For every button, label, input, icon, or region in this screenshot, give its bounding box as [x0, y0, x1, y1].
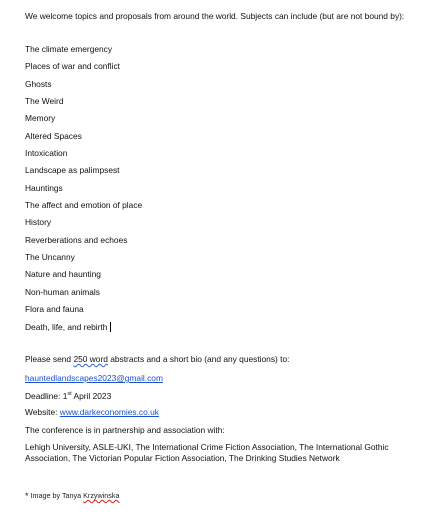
- deadline-line: [25, 391, 111, 402]
- image-credit-footnote: [25, 491, 119, 501]
- deadline-ordinal: st: [67, 391, 72, 398]
- topic-item: Flora and fauna: [25, 304, 84, 315]
- topic-item-text: Death, life, and rebirth: [25, 321, 108, 332]
- topic-item: The Weird: [25, 96, 64, 107]
- intro-paragraph: We welcome topics and proposals from around the world. Subjects can include (but are not bound by):: [25, 11, 405, 21]
- topic-item: Altered Spaces: [25, 130, 82, 141]
- topic-item: Nature and haunting: [25, 269, 101, 280]
- send-prefix: Please send: [25, 354, 74, 364]
- topic-list: [25, 44, 417, 339]
- email-link[interactable]: hauntedlandscapes2023@gmail.com: [25, 373, 163, 383]
- topic-item: Memory: [25, 113, 56, 124]
- topic-item: Places of war and conflict: [25, 61, 120, 72]
- footnote-text: Image by Tanya: [28, 491, 84, 500]
- document-body: [25, 11, 417, 463]
- topic-item: [25, 322, 417, 339]
- partnership-intro: The conference is in partnership and association with:: [25, 425, 225, 435]
- topic-item: Ghosts: [25, 78, 52, 89]
- website-label: Website:: [25, 407, 60, 417]
- topic-item: Reverberations and echoes: [25, 234, 128, 245]
- photographer-name: Krzywinska: [83, 491, 120, 500]
- topic-item: The Uncanny: [25, 252, 75, 263]
- topic-item: Non-human animals: [25, 286, 100, 297]
- topic-item: Intoxication: [25, 148, 68, 159]
- email-line: [25, 373, 163, 384]
- topic-item: Landscape as palimpsest: [25, 165, 120, 176]
- deadline-rest: April 2023: [71, 391, 112, 401]
- website-line: [25, 407, 159, 418]
- send-suffix: abstracts and a short bio (and any questions) to:: [107, 354, 290, 364]
- submission-instructions: [25, 354, 289, 365]
- topic-item: The climate emergency: [25, 44, 113, 54]
- website-link[interactable]: www.darkeconomies.co.uk: [59, 407, 159, 417]
- footnote-marker: *: [25, 491, 29, 501]
- topic-item: The affect and emotion of place: [25, 200, 143, 211]
- partners-list: Lehigh University, ASLE-UKI, The International Crime Fiction Association, The International Gothic Association, The Victorian Popular Fiction Association, The Drinking Studies Network: [25, 442, 389, 463]
- topic-item: Hauntings: [25, 182, 63, 193]
- text-cursor: [110, 322, 111, 332]
- word-count: 250 word: [73, 354, 108, 364]
- deadline-label: Deadline: 1: [25, 391, 68, 401]
- topic-item: History: [25, 217, 52, 228]
